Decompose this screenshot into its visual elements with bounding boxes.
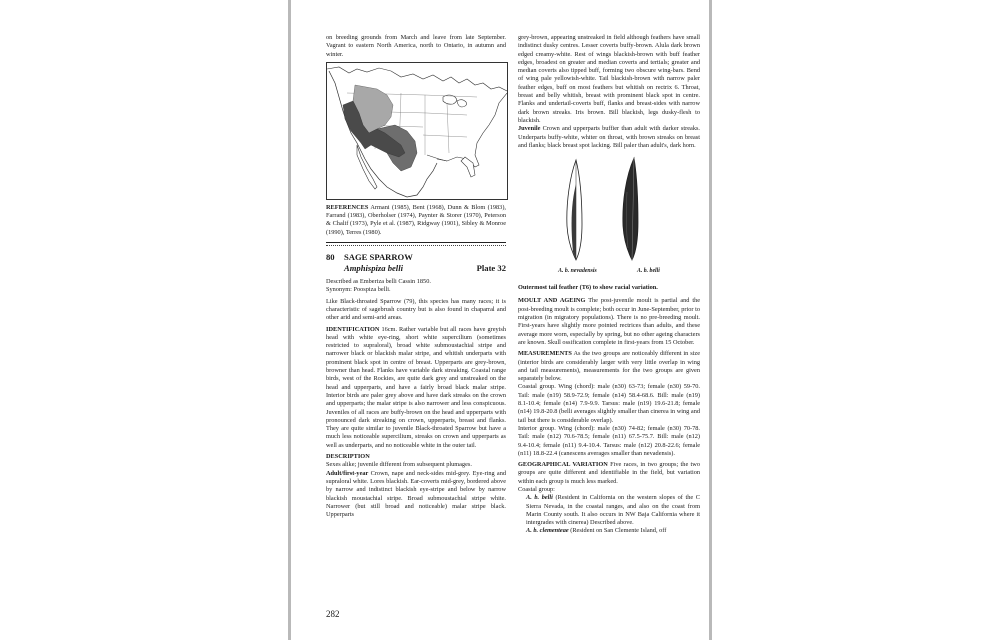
moult-section: MOULT AND AGEING The post-juvenile moult is partial and the post-breeding moult is complete; both occur in June-September, prior to migration (in migratory populations). There is no pre-breeding moult. First-years have slightly more pointed rectrices than adults, and these average more worn, especially by spring, but no other ageing characters are known. Skull ossification complete in first-years from 15 October.: [518, 297, 701, 346]
north-america-range-map: [327, 63, 507, 199]
feather-nevadensis: [567, 160, 582, 260]
plumage-text: grey-brown, appearing unstreaked in field although feathers have small indistinct dusky centres. Lesser coverts buffy-brown. Alula dark brown edged creamy-white. Rest of wings blackish-brown with buff feather edges, broadest on greater and median coverts and tertials; greater and median coverts also tipped buff, forming two obscure wing-bars. Bend of wing pale yellowish-white. Tail blackish-brown with narrow paler feather edges, buff on most feathers but whitish on rectrix 6. Throat, breast and belly whitish, breast with prominent black spot in centre. Flanks and undertail-coverts buff, flanks and breast-sides with narrow dark brown streaks. Iris brown. Bill blackish, legs dusky-flesh to blackish.: [518, 34, 700, 124]
species-heading: [326, 252, 506, 263]
description-line: Sexes alike; juvenile different from subsequent plumages.: [326, 461, 472, 469]
juvenile-section: Juvenile Crown and upperparts buffier than adult with darker streaks. Underparts buffy-white, whiter on throat, with brown streaks on breast and flanks; black breast spot lacking. Bill paler than adult's, dark horn.: [518, 125, 700, 149]
intro-text: on breeding grounds from March and leave from late September. Vagrant to eastern North America, north to Ontario, in autumn and winter.: [326, 34, 506, 58]
book-page: [291, 0, 709, 640]
figure-caption: Outermost tail feather (T6) to show racial variation.: [518, 284, 658, 292]
description-heading: DESCRIPTION: [326, 453, 370, 461]
left-column: [326, 34, 506, 522]
plate-reference: Plate 32: [476, 263, 506, 274]
species-name: SAGE SPARROW: [344, 252, 413, 263]
identification-section: IDENTIFICATION 16cm. Rather variable but all races have greyish head with white eye-ring, short white supercilium (sometimes restricted to supraloral), broad white submoustachial stripe and narrower black or blackish malar stripe, and whitish underparts with prominent black spot in centre of breast. Upperparts are grey-brown, browner than head. Flanks have variable dark streaking. Coastal range birds, west of the Rockies, are quite dark grey and unstreaked on the head and upperparts, and have a fairly broad black malar stripe. Interior birds are paler grey above and have dark streaks on the crown and upperparts; the malar stripe is also narrower and less conspicuous. Juveniles of all races are buffy-brown on the head and upperparts with pronounced dark streaking on crown, upperparts, breast and flanks. They are quite similar to juvenile Black-throated Sparrow but have a much less noticeable supercilium, streaks on crown and upperparts as well as underparts, and no noticeable white in the outer tail.: [326, 325, 506, 449]
feather-label-nevadensis: A. b. nevadensis: [558, 268, 597, 275]
section-dotted-rule: [326, 245, 506, 246]
species-summary: Like Black-throated Sparrow (79), this species has many races; it is characteristic of sagebrush country but is also found in chaparral and other arid and semi-arid areas.: [326, 297, 506, 322]
species-subheading: [326, 263, 506, 274]
right-margin: [713, 0, 1000, 640]
species-synonym: Synonym: Poospiza belli.: [326, 286, 391, 294]
right-column: [518, 34, 700, 539]
measurements-section: MEASUREMENTS As the two groups are noticeably different in size (interior birds are considerably larger with very little overlap in wing and tail measurements), measurements for the two groups are given separately below.: [518, 350, 700, 383]
range-map: [326, 62, 508, 200]
feather-belli: [623, 158, 638, 260]
species-scientific-name: Amphispiza belli: [344, 263, 403, 274]
description-adult: Adult/first-year Crown, nape and neck-sides mid-grey. Eye-ring and supraloral white. Lores blackish. Ear-coverts mid-grey, bordered above by narrow and indistinct blackish eye-stripe and below by narrow blackish moustachial stripe. Broad submoustachial stripe white. Narrower (but still broad and noticeable) malar stripe black. Upperparts: [326, 469, 506, 519]
coastal-group-label: Coastal group:: [518, 485, 555, 493]
species-number: 80: [326, 252, 335, 263]
tail-feather-figure: [518, 156, 700, 282]
references: REFERENCES Armani (1985), Bent (1968), Dunn & Blom (1983), Farrand (1983), Oberholser (1974), Paynter & Storer (1970), Peterson & Chalif (1973), Pyle et al. (1987), Ridgway (1901), Sibley & Monroe (1990), Terres (1980).: [326, 203, 506, 236]
measurements-coastal: Coastal group. Wing (chord): male (n30) 63-73; female (n30) 59-70. Tail: male (n19) 58.9-72.9; female (n14) 58.4-68.6. Bill: male (n19) 8.1-10.4; female (n14) 7.9-9.9. Tarsus: male (n19) 19.6-21.8; female (n14) 19.8-20.8 (belli averages slightly smaller than cinerea in wing and tail but there is considerable overlap).: [518, 383, 700, 424]
feather-label-belli: A. b. belli: [637, 268, 660, 275]
race-clementeae: A. b. clementeae (Resident on San Clemente Island, off: [526, 527, 667, 535]
feather-labels: [518, 267, 700, 275]
page-number: 282: [326, 609, 340, 619]
section-rule: [326, 242, 506, 243]
measurements-interior: Interior group. Wing (chord): male (n30) 74-82; female (n30) 70-78. Tail: male (n12) 70.6-78.5; female (n11) 67.5-75.7. Bill: male (n12) 9.4-10.4; female (n11) 9.4-10.4. Tarsus: male (n12) 20.8-22.6; female (n11) 18.8-22.4 (canescens averages smaller than nevadensis).: [518, 424, 700, 457]
race-belli: A. b. belli (Resident in California on the western slopes of the C Sierra Nevada, in the coastal ranges, and also on the coast from Marin County south. It also occurs in NW Baja California where it intergrades with cinerea) Described above.: [526, 494, 700, 527]
tail-feather-drawing: [518, 156, 700, 264]
geographical-variation-section: GEOGRAPHICAL VARIATION Five races, in two groups; the two groups are quite different and identifiable in the field, but variation within each group is much less marked.: [518, 461, 700, 485]
page-edge-right: [709, 0, 712, 640]
species-described: Described as Emberiza belli Cassin 1850.: [326, 278, 431, 286]
left-margin: [0, 0, 287, 640]
